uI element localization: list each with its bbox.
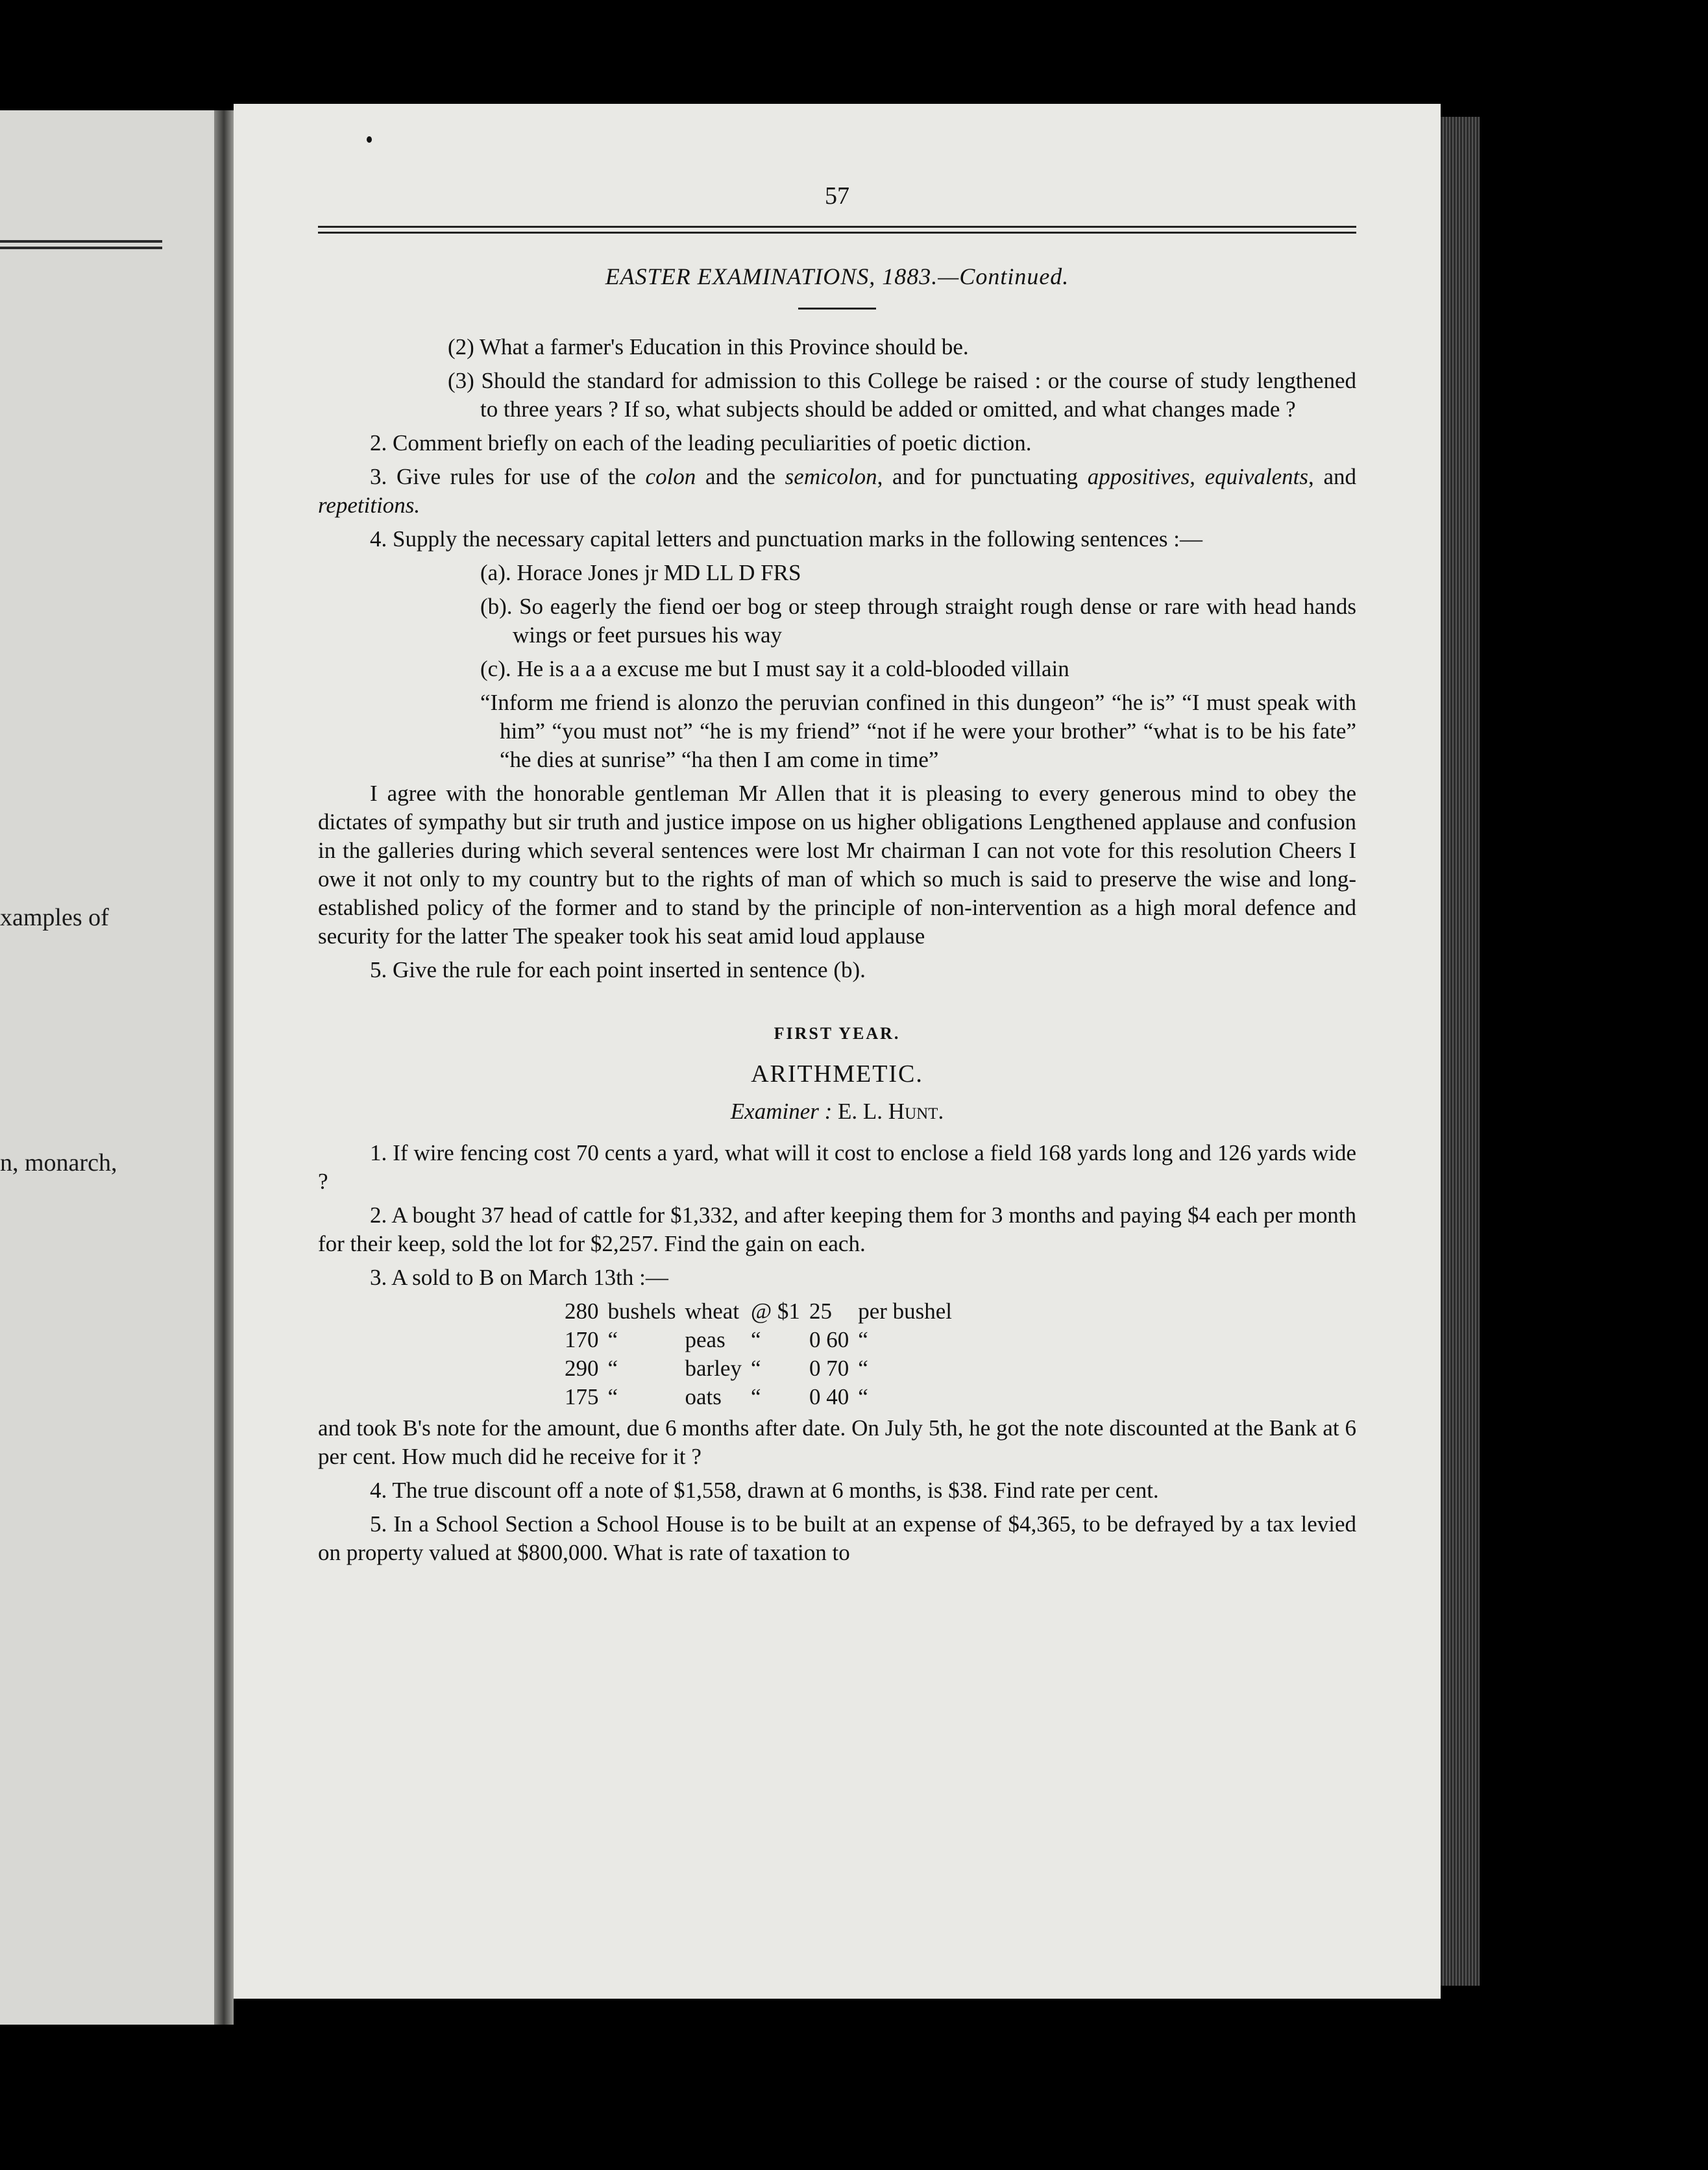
left-page-fragment: xamples of xyxy=(0,904,109,931)
goods-item: wheat xyxy=(685,1298,740,1324)
goods-at: “ xyxy=(750,1356,761,1381)
year-label: FIRST YEAR. xyxy=(774,1024,901,1043)
question-2: 2. Comment briefly on each of the leading peculiarities of poetic diction. xyxy=(370,430,1032,456)
goods-price: 0 40 xyxy=(809,1384,849,1409)
question-sub-3: (3) Should the standard for admission to this College be raised : or the course of study lengthened to three years ? If so, what subjects should be added or omitted, and what changes made ? xyxy=(448,368,1356,422)
goods-item: oats xyxy=(685,1384,722,1409)
question-5: 5. Give the rule for each point inserted in sentence (b). xyxy=(370,957,866,982)
goods-row xyxy=(565,1297,961,1326)
question-4c: (c). He is a a a excuse me but I must say it a cold-blooded villain xyxy=(480,656,1069,681)
question-4c-dialogue: “Inform me friend is alonzo the peruvian confined in this dungeon” “he is” “I must speak with him” “you must not” “he is my friend” “not if he were your brother” “what is to be his fate” “he dies at sunrise” “ha then I am come in time” xyxy=(480,690,1356,772)
goods-per: per bushel xyxy=(858,1298,953,1324)
page-edges xyxy=(1441,117,1480,1986)
speech-paragraph: I agree with the honorable gentleman Mr Allen that it is pleasing to every generous mind to obey the dictates of sympathy but sir truth and justice impose on us higher obligations Lengthened applause and confusion in the galleries during which several sentences were lost Mr chairman I can not vote for this resolution Cheers I owe it not only to my country but to the rights of man of which so much is said to preserve the wise and long-established policy of the former and to stand by the principle of non-intervention as a high moral defence and security for the latter The speaker took his seat amid loud applause xyxy=(318,781,1356,949)
arith-question-4: 4. The true discount off a note of $1,558, drawn at 6 months, is $38. Find rate per cent. xyxy=(370,1478,1159,1503)
q3-colon: colon xyxy=(645,464,696,489)
book-gutter xyxy=(214,110,234,2025)
goods-row xyxy=(565,1383,961,1411)
q3-mid: , and for punctuating xyxy=(877,464,1088,489)
arith-question-1: 1. If wire fencing cost 70 cents a yard, what will it cost to enclose a field 168 yards long and 126 yards wide ? xyxy=(318,1140,1356,1194)
q3-appositives: appositives, equivalents xyxy=(1087,464,1309,489)
left-page-rule xyxy=(0,240,162,243)
question-4a: (a). Horace Jones jr MD LL D FRS xyxy=(480,560,801,585)
short-rule xyxy=(798,308,876,310)
goods-price: 0 60 xyxy=(809,1327,849,1352)
goods-at: “ xyxy=(750,1327,761,1352)
goods-item: peas xyxy=(685,1327,726,1352)
goods-qty: 170 xyxy=(565,1327,599,1352)
arith-question-3-intro: 3. A sold to B on March 13th :— xyxy=(370,1265,668,1290)
right-page xyxy=(234,104,1441,1999)
goods-table xyxy=(565,1297,961,1411)
goods-row xyxy=(565,1354,961,1383)
goods-unit: “ xyxy=(607,1384,618,1409)
arith-question-5: 5. In a School Section a School House is to be built at an expense of $4,365, to be defrayed by a tax levied on property valued at $800,000. What is rate of taxation to xyxy=(318,1511,1356,1565)
goods-item: barley xyxy=(685,1356,742,1381)
goods-at: “ xyxy=(750,1384,761,1409)
arith-question-3-rest: and took B's note for the amount, due 6 months after date. On July 5th, he got the note discounted at the Bank at 6 per cent. How much did he receive for it ? xyxy=(318,1415,1356,1469)
arith-question-2: 2. A bought 37 head of cattle for $1,332, and after keeping them for 3 months and paying $4 each per month for their keep, sold the lot for $2,257. Find the gain on each. xyxy=(318,1202,1356,1256)
goods-price: 25 xyxy=(809,1298,832,1324)
goods-qty: 175 xyxy=(565,1384,599,1409)
goods-row xyxy=(565,1326,961,1354)
subject-title: ARITHMETIC. xyxy=(751,1060,923,1088)
page-content xyxy=(318,182,1356,1572)
question-4b: (b). So eagerly the fiend oer bog or steep through straight rough dense or rare with head hands wings or feet pursues his way xyxy=(480,594,1356,648)
question-sub-2: (2) What a farmer's Education in this Province should be. xyxy=(448,334,969,360)
examiner-name: E. L. Hunt. xyxy=(838,1099,944,1124)
q3-and: and the xyxy=(696,464,785,489)
goods-per: “ xyxy=(858,1327,868,1352)
q3-semicolon: semicolon xyxy=(785,464,877,489)
q3-repetitions: repetitions. xyxy=(318,493,421,518)
header-rule xyxy=(318,226,1356,234)
goods-at: @ $1 xyxy=(750,1298,800,1324)
left-page-fragment: n, monarch, xyxy=(0,1149,117,1176)
goods-per: “ xyxy=(858,1384,868,1409)
goods-price: 0 70 xyxy=(809,1356,849,1381)
goods-unit: bushels xyxy=(607,1298,676,1324)
examiner-label: Examiner : xyxy=(730,1099,833,1124)
running-head: EASTER EXAMINATIONS, 1883.—Continued. xyxy=(605,263,1069,289)
q3-and2: , and xyxy=(1308,464,1357,489)
left-page xyxy=(0,110,214,2025)
goods-qty: 280 xyxy=(565,1298,599,1324)
page-number: 57 xyxy=(825,182,849,210)
question-3 xyxy=(318,463,1356,520)
goods-unit: “ xyxy=(607,1356,618,1381)
q3-lead: 3. Give rules for use of the xyxy=(370,464,646,489)
goods-qty: 290 xyxy=(565,1356,599,1381)
question-4: 4. Supply the necessary capital letters and punctuation marks in the following sentences :— xyxy=(370,526,1203,552)
left-page-rule xyxy=(0,247,162,249)
goods-unit: “ xyxy=(607,1327,618,1352)
ink-speck xyxy=(367,136,372,143)
goods-per: “ xyxy=(858,1356,868,1381)
examiner-line xyxy=(318,1097,1356,1126)
